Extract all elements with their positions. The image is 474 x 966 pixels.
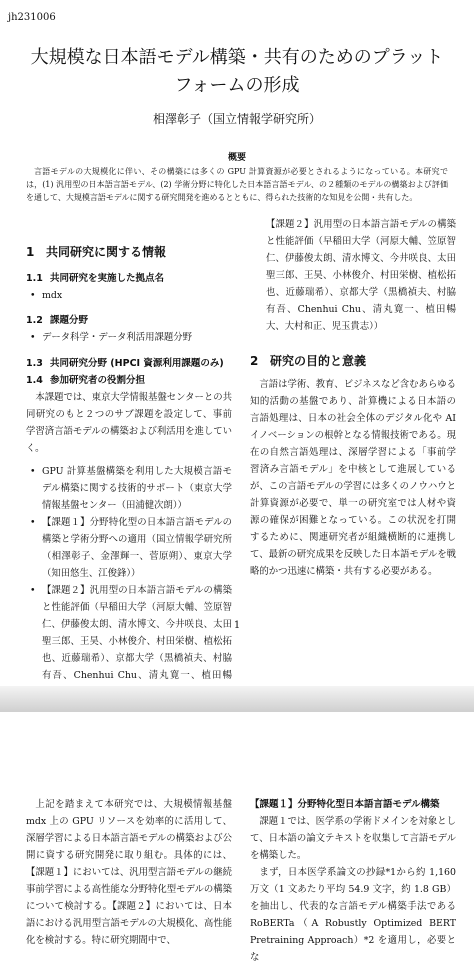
subtask-heading: 【課題１】分野特化型日本語言語モデル構築 [250, 799, 440, 810]
section-title: 共同研究を実施した拠点名 [50, 273, 165, 284]
list-item: 【課題２】汎用型の日本語言語モデルの構築と性能評価（早稲田大学（河原大輔、笠原智仁、伊藤俊太朗、清水博文、今井咲良、太田聖三郎、王昊、小林俊介、村田栄樹、植松拓也、近藤瑞希）、京都大学（黒橋禎夫、村脇有吾、Chenhui Chu、清丸寛一、植田暢大、大村和正、児玉貴志）） [266, 219, 456, 332]
paragraph: 課題１では、医学系の学術ドメインを対象として、日本語の論文テキストを収集して言語モデルを構築した。 [250, 816, 456, 861]
page-2 [0, 712, 474, 963]
page-number: 1 [233, 620, 241, 631]
section-title: 共同研究分野 (HPCI 資源利用課題のみ) [50, 358, 224, 369]
list-item: • データ科学・データ利活用課題分野 [26, 329, 232, 346]
section-1-3-heading [26, 355, 232, 372]
list-continuation [250, 219, 456, 335]
paper-title [20, 44, 454, 100]
paragraph: 上記を踏まえて本研究では、大規模情報基盤 mdx 上の GPU リソースを効率的に活用して、深層学習による日本語言語モデルの構築および公開に資する研究開発に取り組む。具体的には、【課題１】においては、汎用型言語モデルの継続事前学習による高性能な分野特化型モデルの構築について検討する。【課題２】においては、日本語における汎用型言語モデルの大規模化、高性能化を検討する。特に研究期間中で、 [26, 799, 232, 946]
title-line-1: 大規模な日本語モデル構築・共有のためのプラット [30, 47, 444, 68]
list-item: • GPU 計算基盤構築を利用した大規模言語モデル構築に関する技術的サポート（東京大学情報基盤センター（田浦健次朗）） [26, 463, 232, 514]
right-column [250, 796, 456, 963]
section-1-2-heading [26, 312, 232, 329]
role-list-continued [250, 216, 456, 335]
section-1-1-heading [26, 270, 232, 287]
list-item: • 【課題２】汎用型の日本語言語モデルの構築と性能評価（早稲田大学（河原大輔、笠原智仁、伊藤俊太朗、清水博文、今井咲良、太田聖三郎、王昊、小林俊介、村田栄樹、植松拓也、近藤瑞希）、京都大学（黒橋禎夫、村脇有吾、Chenhui Chu、清丸寛一、植田暢 [26, 582, 232, 599]
list-item: • 【課題１】分野特化型の日本語言語モデルの構築と学術分野への適用（国立情報学研究所（相澤彰子、金澤輝一、菅原朔）、東京大学（知田悠生、江俊鋒）） [26, 514, 232, 582]
abstract-heading: 概要 [227, 153, 246, 163]
left-column [26, 244, 232, 681]
right-column [250, 219, 456, 580]
section-title: 共同研究に関する情報 [46, 245, 167, 259]
left-column [26, 796, 232, 955]
section-number: 1.1 [26, 273, 43, 284]
section-2-heading [250, 353, 456, 370]
site-list [26, 287, 232, 304]
section-number: 1.3 [26, 358, 43, 369]
section-1-4-heading [26, 372, 232, 389]
section-1-heading [26, 244, 232, 261]
section-title: 研究の目的と意義 [270, 354, 367, 368]
section-title: 参加研究者の役割分担 [50, 375, 146, 386]
paragraph: 言語は学術、教育、ビジネスなど含むあらゆる知的活動の基盤であり、計算機による日本語の言語処理は、日本の社会全体のデジタル化や AI イノベーションの根幹となる情報技術である。現在の自然言語処理は、深層学習による「事前学習済み言語モデル」を中核として進展しているが、この言語モデルの学習には多くのノウハウと計算資源が必要で、単一の研究室では人材や資源の確保が困難となっている。この状況を打開するために、関連研究者が組織横断的に連携して、最新の研究成果を反映した日本語モデルを戦略的かつ迅速に構築・共有する必要がある。 [250, 379, 456, 577]
document-id: jh231006 [8, 12, 56, 23]
section-title: 課題分野 [50, 315, 89, 326]
abstract-text: 言語モデルの大規模化に伴い、その構築には多くの GPU 計算資源が必要とされるようになっている。本研究では，(1) 汎用型の日本語言語モデル、(2) 学術分野に特化した日本語言語モデル、の２種類のモデルの構築および評価を通して、大規模言語モデルに関する研究開発を進めるとともに、得られた技術的な知見を公開・共有した。 [26, 167, 448, 202]
field-list [26, 329, 232, 346]
section-number: 1 [26, 245, 35, 259]
author-line: 相澤彰子（国立情報学研究所） [152, 112, 321, 126]
title-line-2: フォームの形成 [174, 75, 300, 96]
section-number: 1.4 [26, 375, 43, 386]
list-item: • mdx [26, 287, 232, 304]
role-list [26, 463, 232, 681]
section-number: 2 [250, 354, 259, 368]
section-number: 1.2 [26, 315, 43, 326]
paragraph: 本課題では、東京大学情報基盤センターとの共同研究のもと２つのサブ課題を設定して、事前学習済言語モデルの構築および利活用を進していく。 [26, 392, 232, 454]
paragraph: まず，日本医学系論文の抄録*1から約 1,160 万文（1 文あたり平均 54.9 文字，約 1.8 GB）を抽出し、代表的な言語モデル構築手法である RoBERTa（A Robustly Optimized BERT Pretraining Approach）*2 を適用し，必要とな [250, 867, 456, 963]
page-separator [0, 686, 474, 712]
